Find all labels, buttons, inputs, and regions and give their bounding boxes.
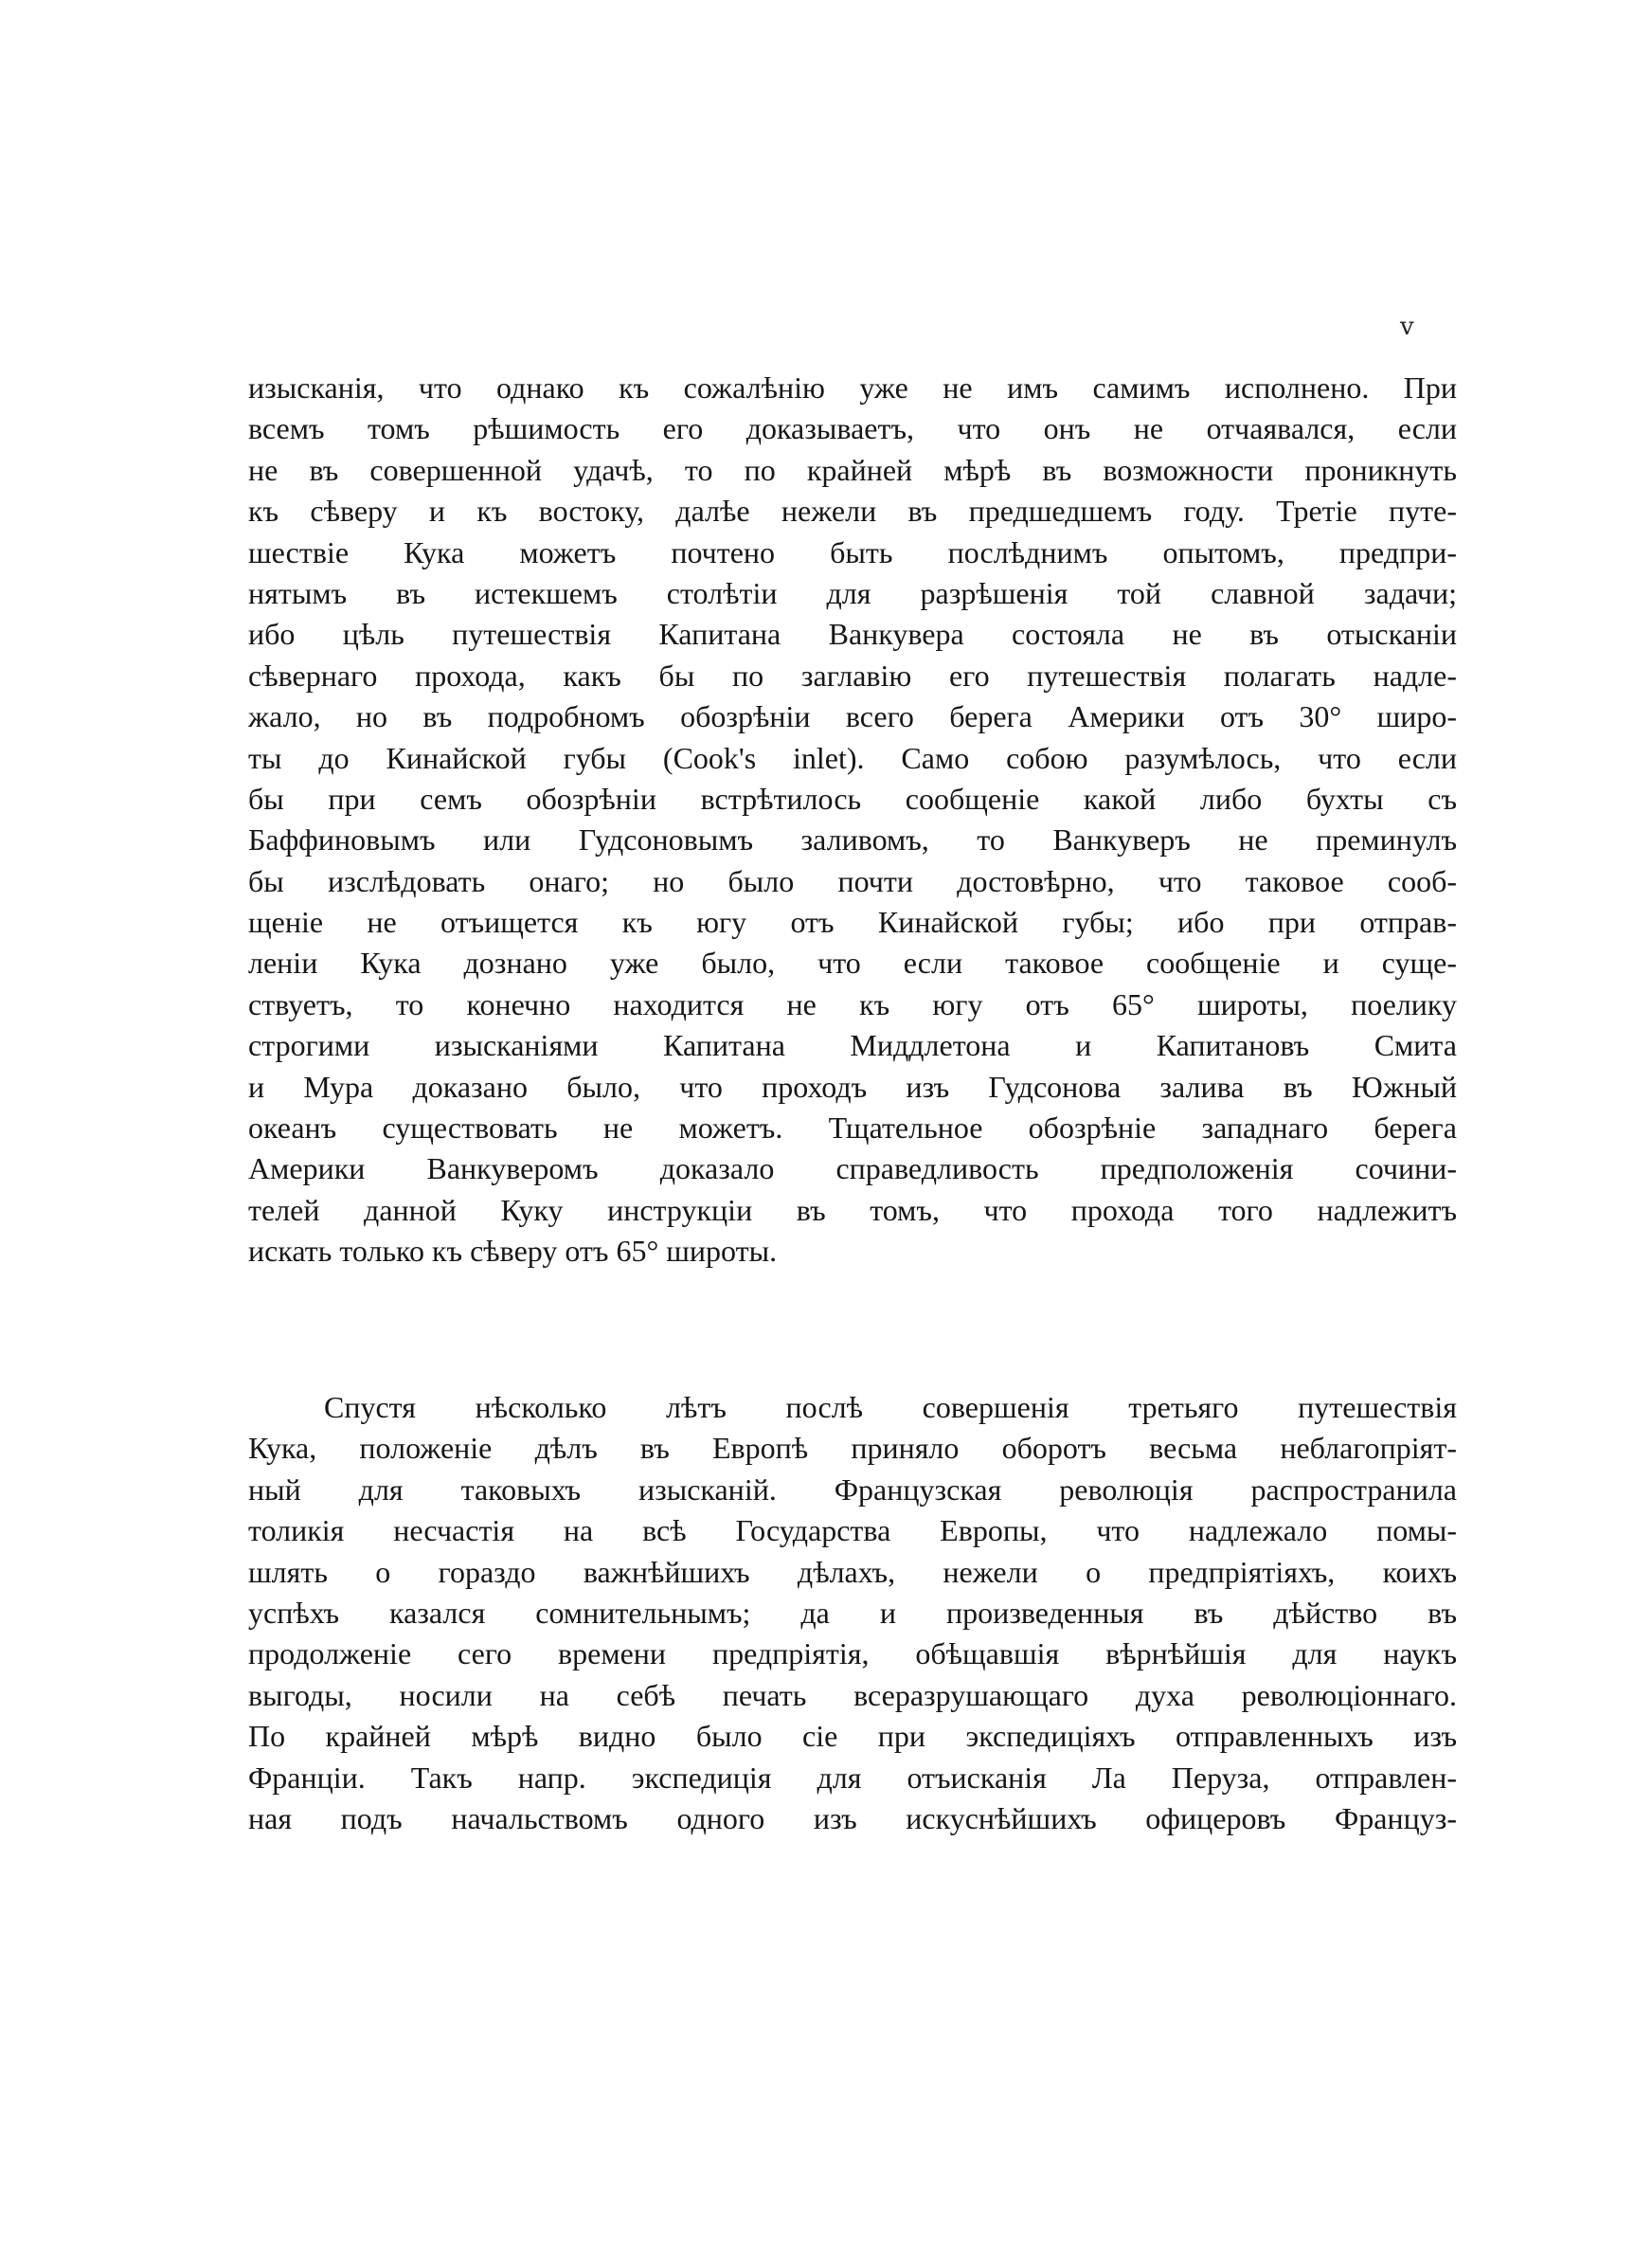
text-line: строгими изысканіями Капитана Миддлетона и Капитановъ Смита — [248, 1028, 1457, 1063]
text-line: не въ совершенной удачѣ, то по крайней мѣрѣ въ возможности проникнуть — [248, 452, 1457, 487]
text-line: бы при семъ обозрѣніи встрѣтилось сообщеніе какой либо бухты съ — [248, 781, 1457, 816]
page-number: v — [1400, 313, 1414, 341]
text-line: продолженіе сего времени предпріятія, обѣщавшія вѣрнѣйшія для наукъ — [248, 1636, 1457, 1671]
text-line: Америки Ванкуверомъ доказало справедливость предположенія сочини- — [248, 1151, 1457, 1186]
text-line: успѣхъ казался сомнительнымъ; да и произведенныя въ дѣйство въ — [248, 1595, 1457, 1630]
text-line: бы изслѣдовать онаго; но было почти достовѣрно, что таковое сооб- — [248, 863, 1457, 898]
text-line: нятымъ въ истекшемъ столѣтіи для разрѣшенія той славной задачи; — [248, 575, 1457, 610]
text-line: щеніе не отъищется къ югу отъ Кинайской губы; ибо при отправ- — [248, 905, 1457, 940]
text-line: Франціи. Такъ напр. экспедиція для отъисканія Ла Перуза, отправлен- — [248, 1760, 1457, 1795]
text-line: жало, но въ подробномъ обозрѣніи всего берега Америки отъ 30° широ- — [248, 699, 1457, 734]
text-line: шлять о гораздо важнѣйшихъ дѣлахъ, нежели о предпріятіяхъ, коихъ — [248, 1554, 1457, 1589]
text-line: Кука, положеніе дѣлъ въ Европѣ приняло оборотъ весьма неблагопріят- — [248, 1431, 1457, 1466]
text-line: шествіе Кука можетъ почтено быть послѣднимъ опытомъ, предпри- — [248, 534, 1457, 569]
text-line: изысканія, что однако къ сожалѣнію уже не имъ самимъ исполнено. При — [248, 370, 1457, 405]
text-line: сѣвернаго прохода, какъ бы по заглавію его путешествія полагать надле- — [248, 658, 1457, 693]
text-line: ствуетъ, то конечно находится не къ югу отъ 65° широты, поелику — [248, 986, 1457, 1021]
text-line: выгоды, носили на себѣ печать всеразрушающаго духа революціоннаго. — [248, 1677, 1457, 1712]
text-line: По крайней мѣрѣ видно было сіе при экспедиціяхъ отправленныхъ изъ — [248, 1719, 1457, 1754]
text-line: и Мура доказано было, что проходъ изъ Гудсонова залива въ Южный — [248, 1069, 1457, 1104]
text-line: ибо цѣль путешествія Капитана Ванкувера состояла не въ отысканіи — [248, 617, 1457, 652]
text-line: всемъ томъ рѣшимость его доказываетъ, что онъ не отчаявался, если — [248, 411, 1457, 446]
text-line: ты до Кинайской губы (Cook's inlet). Само собою разумѣлось, что если — [248, 740, 1457, 775]
text-line: леніи Кука дознано уже было, что если таковое сообщеніе и суще- — [248, 946, 1457, 981]
text-line: ная подъ начальствомъ одного изъ искуснѣйшихъ офицеровъ Француз- — [248, 1800, 1457, 1835]
text-line: Спустя нѣсколько лѣтъ послѣ совершенія третьяго путешествія — [324, 1390, 1457, 1424]
paragraph-1 — [248, 368, 1457, 1273]
text-line: телей данной Куку инструкціи въ томъ, что прохода того надлежитъ — [248, 1192, 1457, 1227]
text-line: ный для таковыхъ изысканій. Французская революція распространила — [248, 1472, 1457, 1507]
text-line: толикія несчастія на всѣ Государства Европы, что надлежало помы- — [248, 1513, 1457, 1548]
text-line: искать только къ сѣверу отъ 65° широты. — [248, 1234, 778, 1269]
paragraph-2 — [248, 1387, 1457, 1839]
text-line: Баффиновымъ или Гудсоновымъ заливомъ, то Ванкуверъ не преминулъ — [248, 822, 1457, 858]
text-line: океанъ существовать не можетъ. Тщательное обозрѣніе западнаго берега — [248, 1110, 1457, 1146]
text-line: къ сѣверу и къ востоку, далѣе нежели въ предшедшемъ году. Третіе путе- — [248, 494, 1457, 529]
